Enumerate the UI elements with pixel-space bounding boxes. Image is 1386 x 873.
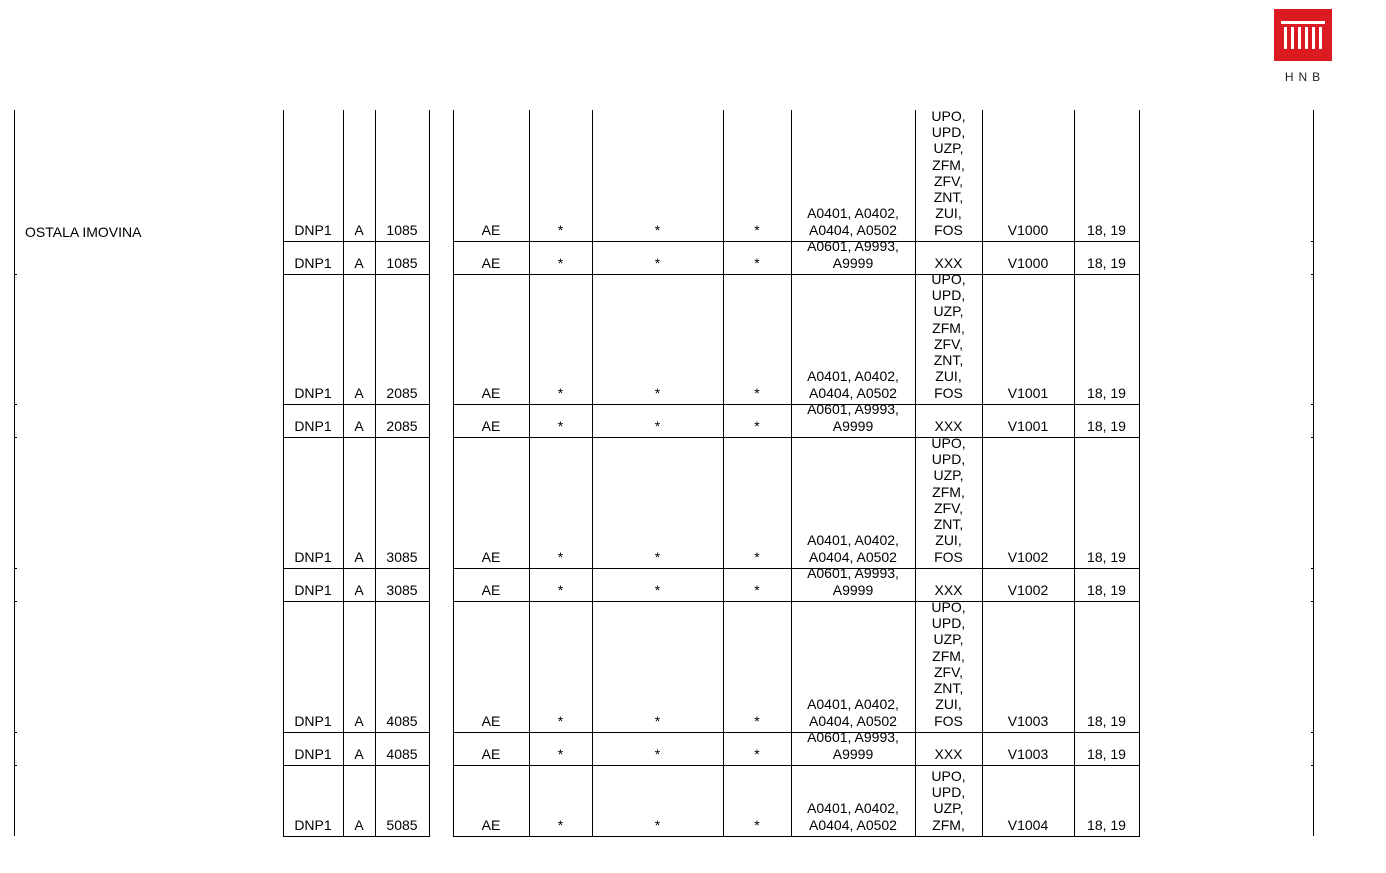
cell-text: UPO, UPD, UZP, ZFM, ZFV, ZNT, ZUI, FOS <box>931 107 966 238</box>
table-cell-star-3 <box>723 437 791 565</box>
cell-text: * <box>754 745 760 762</box>
cell-text: 18, 19 <box>1087 816 1126 833</box>
cell-text: 18, 19 <box>1087 745 1126 762</box>
cell-text: * <box>557 254 564 271</box>
cell-text: 18, 19 <box>1087 712 1126 729</box>
table-cell-star-3 <box>723 404 791 434</box>
table-cell-validation <box>982 765 1074 833</box>
cell-text: * <box>654 417 661 434</box>
cell-text: DNP1 <box>294 254 332 271</box>
cell-text: A0601, A9993, A9999 <box>807 565 899 598</box>
table-cell-a-codes <box>791 729 915 762</box>
table-cell-star-3 <box>723 568 791 598</box>
table-cell-star-3 <box>723 732 791 762</box>
column-divider <box>1139 110 1140 836</box>
cell-text: V1004 <box>1007 816 1049 833</box>
cell-text: * <box>654 221 661 238</box>
cell-text: XXX <box>934 581 963 598</box>
cell-text: 4085 <box>386 712 418 729</box>
cell-text: A0401, A0402, A0404, A0502 <box>807 205 899 238</box>
table-cell-star-1 <box>529 601 592 729</box>
cell-text: * <box>557 712 564 729</box>
table-cell-star-1 <box>529 568 592 598</box>
cell-text: V1003 <box>1007 745 1049 762</box>
table-cell-number <box>375 404 429 434</box>
cell-text: A0601, A9993, A9999 <box>807 238 899 271</box>
table-cell-star-1 <box>529 765 592 833</box>
table-cell-star-2 <box>592 765 723 833</box>
table-cell-type <box>343 241 375 271</box>
cell-text: UPO, UPD, UZP, ZFM, ZFV, ZNT, ZUI, FOS <box>931 598 966 729</box>
cell-text: DNP1 <box>294 712 332 729</box>
table-cell-sector-codes <box>915 404 982 434</box>
table-cell-number <box>375 274 429 401</box>
cell-text: AE <box>481 745 501 762</box>
table-cell-star-3 <box>723 274 791 401</box>
table-cell-a-codes <box>791 601 915 729</box>
cell-text: 18, 19 <box>1087 548 1126 565</box>
table-cell-rules <box>1074 404 1139 434</box>
table-cell-star-2 <box>592 241 723 271</box>
table-cell-validation <box>982 437 1074 565</box>
row-tick <box>1311 274 1314 275</box>
table-cell-ae <box>453 110 529 238</box>
table-cell-star-3 <box>723 241 791 271</box>
page-border-right <box>1313 110 1314 836</box>
cell-text: * <box>754 384 760 401</box>
table-cell-ae <box>453 732 529 762</box>
table-cell-number <box>375 765 429 833</box>
table-cell-code <box>283 437 343 565</box>
table-cell-sector-codes <box>915 732 982 762</box>
cell-text: 18, 19 <box>1087 384 1126 401</box>
table-cell-star-1 <box>529 241 592 271</box>
cell-text: * <box>557 221 564 238</box>
table-cell-a-codes <box>791 274 915 401</box>
table-cell-validation <box>982 241 1074 271</box>
cell-text: AE <box>481 548 501 565</box>
cell-text: AE <box>481 384 501 401</box>
table-cell-number <box>375 601 429 729</box>
table-cell-sector-codes <box>915 434 982 565</box>
table-cell-rules <box>1074 274 1139 401</box>
table-cell-validation <box>982 601 1074 729</box>
table-cell-sector-codes <box>915 270 982 401</box>
cell-text: 18, 19 <box>1087 581 1126 598</box>
table-cell-a-codes <box>791 565 915 598</box>
table-cell-star-3 <box>723 601 791 729</box>
cell-text: AE <box>481 417 501 434</box>
table-cell-number <box>375 568 429 598</box>
cell-text: AE <box>481 712 501 729</box>
cell-text: UPO, UPD, UZP, ZFM, ZFV, ZNT, ZUI, FOS <box>931 270 966 401</box>
table-cell-sector-codes <box>915 598 982 729</box>
row-tick <box>1311 568 1314 569</box>
cell-text: DNP1 <box>294 221 332 238</box>
table-cell-type <box>343 601 375 729</box>
cell-text: * <box>654 712 661 729</box>
cell-text: 1085 <box>386 254 418 271</box>
table-cell-type <box>343 437 375 565</box>
cell-text: DNP1 <box>294 417 332 434</box>
table-cell-rules <box>1074 601 1139 729</box>
row-tick <box>14 404 17 405</box>
table-cell-sector-codes <box>915 107 982 238</box>
table-cell-number <box>375 241 429 271</box>
table-cell-sector-codes <box>915 765 982 833</box>
cell-text: * <box>754 221 760 238</box>
cell-text: 3085 <box>386 581 418 598</box>
table-cell-code <box>283 732 343 762</box>
cell-text: A0401, A0402, A0404, A0502 <box>807 368 899 401</box>
table-cell-ae <box>453 568 529 598</box>
table-cell-code <box>283 274 343 401</box>
cell-text: * <box>654 254 661 271</box>
page-border-left <box>14 110 15 836</box>
table-cell-rules <box>1074 732 1139 762</box>
table-cell-number <box>375 110 429 238</box>
cell-text: * <box>654 384 661 401</box>
row-tick <box>1311 437 1314 438</box>
cell-text: 3085 <box>386 548 418 565</box>
table-cell-ae <box>453 404 529 434</box>
cell-text: A <box>354 254 364 271</box>
cell-text: * <box>654 548 661 565</box>
section-label: OSTALA IMOVINA <box>25 224 142 240</box>
table-cell-ae <box>453 437 529 565</box>
row-tick <box>14 765 17 766</box>
table-cell-star-1 <box>529 274 592 401</box>
cell-text: DNP1 <box>294 384 332 401</box>
cell-text: 2085 <box>386 384 418 401</box>
table-cell-ae <box>453 601 529 729</box>
table-cell-star-1 <box>529 732 592 762</box>
cell-text: * <box>754 816 760 833</box>
table-cell-rules <box>1074 568 1139 598</box>
cell-text: 18, 19 <box>1087 254 1126 271</box>
table-cell-ae <box>453 274 529 401</box>
cell-text: A <box>354 745 364 762</box>
row-tick <box>14 274 17 275</box>
row-divider <box>283 836 430 837</box>
row-tick <box>1311 404 1314 405</box>
cell-text: * <box>654 816 661 833</box>
row-tick <box>14 568 17 569</box>
cell-text: A <box>354 712 364 729</box>
cell-text: UPO, UPD, UZP, ZFM, ZFV, ZNT, ZUI, FOS <box>931 434 966 565</box>
table-cell-star-2 <box>592 404 723 434</box>
table-cell-star-3 <box>723 765 791 833</box>
cell-text: * <box>754 254 760 271</box>
column-divider <box>429 110 430 836</box>
table-cell-number <box>375 437 429 565</box>
table-cell-code <box>283 601 343 729</box>
cell-text: A <box>354 581 364 598</box>
table-cell-star-1 <box>529 404 592 434</box>
cell-text: A0601, A9993, A9999 <box>807 401 899 434</box>
table-cell-type <box>343 274 375 401</box>
cell-text: V1001 <box>1007 417 1049 434</box>
table-cell-star-2 <box>592 601 723 729</box>
cell-text: A0401, A0402, A0404, A0502 <box>807 696 899 729</box>
cell-text: * <box>654 745 661 762</box>
table-cell-star-1 <box>529 437 592 565</box>
table-cell-sector-codes <box>915 568 982 598</box>
table-cell-validation <box>982 110 1074 238</box>
cell-text: * <box>557 745 564 762</box>
cell-text: * <box>557 548 564 565</box>
logo-text: HNB <box>1284 70 1326 84</box>
cell-text: DNP1 <box>294 745 332 762</box>
cell-text: * <box>557 417 564 434</box>
table-cell-code <box>283 404 343 434</box>
table-cell-validation <box>982 568 1074 598</box>
table-cell-ae <box>453 241 529 271</box>
cell-text: 5085 <box>386 816 418 833</box>
table-cell-rules <box>1074 241 1139 271</box>
cell-text: * <box>754 712 760 729</box>
row-divider <box>453 836 1140 837</box>
cell-text: XXX <box>934 417 963 434</box>
cell-text: A <box>354 417 364 434</box>
cell-text: V1003 <box>1007 712 1049 729</box>
row-tick <box>1311 241 1314 242</box>
cell-text: AE <box>481 254 501 271</box>
cell-text: * <box>557 384 564 401</box>
cell-text: 18, 19 <box>1087 221 1126 238</box>
row-tick <box>1311 765 1314 766</box>
table-cell-star-2 <box>592 274 723 401</box>
cell-text: * <box>754 581 760 598</box>
cell-text: DNP1 <box>294 548 332 565</box>
cell-text: AE <box>481 581 501 598</box>
table-cell-rules <box>1074 437 1139 565</box>
cell-text: A0601, A9993, A9999 <box>807 729 899 762</box>
table-cell-validation <box>982 404 1074 434</box>
cell-text: XXX <box>934 745 963 762</box>
table-cell-a-codes <box>791 110 915 238</box>
cell-text: 1085 <box>386 221 418 238</box>
cell-text: V1002 <box>1007 581 1049 598</box>
table-cell-validation <box>982 274 1074 401</box>
table-cell-type <box>343 110 375 238</box>
table-cell-rules <box>1074 765 1139 833</box>
table-cell-a-codes <box>791 765 915 833</box>
cell-text: * <box>557 581 564 598</box>
table-cell-star-2 <box>592 110 723 238</box>
table-cell-rules <box>1074 110 1139 238</box>
table-cell-star-2 <box>592 732 723 762</box>
cell-text: V1000 <box>1007 254 1049 271</box>
row-tick <box>14 601 17 602</box>
cell-text: * <box>557 816 564 833</box>
cell-text: * <box>654 581 661 598</box>
cell-text: 4085 <box>386 745 418 762</box>
table-cell-number <box>375 732 429 762</box>
cell-text: A <box>354 548 364 565</box>
table-cell-type <box>343 568 375 598</box>
cell-text: DNP1 <box>294 816 332 833</box>
cell-text: V1002 <box>1007 548 1049 565</box>
cell-text: V1001 <box>1007 384 1049 401</box>
table-cell-star-2 <box>592 568 723 598</box>
cell-text: 2085 <box>386 417 418 434</box>
table-cell-sector-codes <box>915 241 982 271</box>
table-cell-a-codes <box>791 238 915 271</box>
cell-text: AE <box>481 221 501 238</box>
cell-text: A <box>354 816 364 833</box>
table-cell-type <box>343 732 375 762</box>
table-cell-type <box>343 765 375 833</box>
table-cell-star-1 <box>529 110 592 238</box>
cell-text: * <box>754 548 760 565</box>
table-cell-ae <box>453 765 529 833</box>
table-cell-code <box>283 765 343 833</box>
cell-text: A0401, A0402, A0404, A0502 <box>807 800 899 833</box>
table-cell-star-2 <box>592 437 723 565</box>
table-cell-a-codes <box>791 401 915 434</box>
table-cell-type <box>343 404 375 434</box>
cell-text: XXX <box>934 254 963 271</box>
cell-text: * <box>754 417 760 434</box>
table-cell-code <box>283 110 343 238</box>
table-cell-code <box>283 568 343 598</box>
table-cell-validation <box>982 732 1074 762</box>
row-tick <box>1311 601 1314 602</box>
cell-text: 18, 19 <box>1087 417 1126 434</box>
cell-text: A <box>354 221 364 238</box>
table-cell-code <box>283 241 343 271</box>
row-tick <box>14 732 17 733</box>
row-tick <box>1311 732 1314 733</box>
cell-text: UPO, UPD, UZP, ZFM, <box>931 767 966 833</box>
table-cell-a-codes <box>791 437 915 565</box>
cell-text: A0401, A0402, A0404, A0502 <box>807 532 899 565</box>
row-tick <box>14 437 17 438</box>
cell-text: A <box>354 384 364 401</box>
cell-text: DNP1 <box>294 581 332 598</box>
cell-text: V1000 <box>1007 221 1049 238</box>
cell-text: AE <box>481 816 501 833</box>
table-cell-star-3 <box>723 110 791 238</box>
